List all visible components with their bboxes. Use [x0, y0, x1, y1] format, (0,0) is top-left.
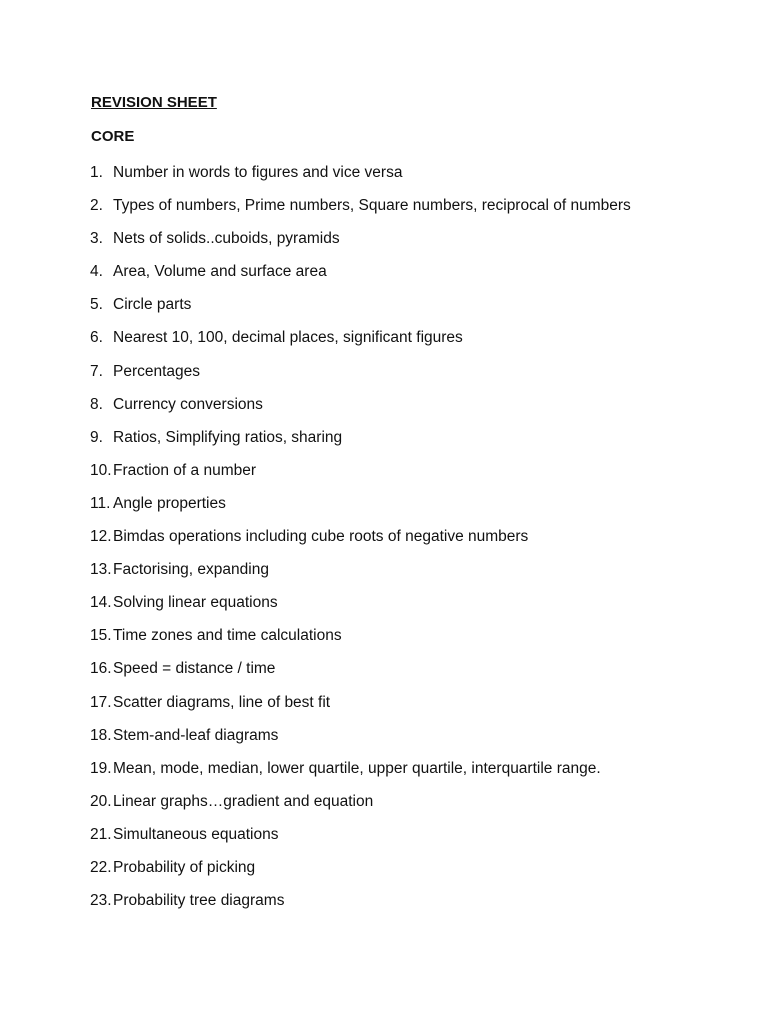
item-text: Area, Volume and surface area: [113, 263, 327, 281]
list-item: [0, 161, 768, 194]
list-item: [0, 591, 768, 624]
item-text: Probability tree diagrams: [113, 892, 285, 910]
item-number: 10.: [90, 461, 112, 479]
list-item: [0, 525, 768, 558]
item-number: 2.: [90, 197, 103, 215]
item-text: Factorising, expanding: [113, 561, 269, 579]
item-text: Fraction of a number: [113, 461, 257, 479]
item-text: Bimdas operations including cube roots of negative numbers: [113, 528, 529, 546]
item-number: 17.: [90, 693, 112, 711]
item-number: 18.: [90, 726, 112, 744]
item-text: Circle parts: [113, 296, 192, 314]
list-item: [0, 823, 768, 856]
item-number: 20.: [90, 792, 112, 810]
item-number: 21.: [90, 825, 112, 843]
item-number: 23.: [90, 892, 112, 910]
item-number: 1.: [90, 164, 103, 181]
item-number: 9.: [90, 428, 103, 446]
item-text: Linear graphs…gradient and equation: [113, 792, 374, 810]
item-text: Nearest 10, 100, decimal places, significant figures: [113, 329, 463, 347]
list-item: [0, 459, 768, 492]
list-item: [0, 724, 768, 757]
list-item: [0, 293, 768, 326]
list-item: [0, 691, 768, 724]
list-item: [0, 426, 768, 459]
item-text: Nets of solids..cuboids, pyramids: [113, 230, 340, 248]
list-item: [0, 889, 768, 922]
list-item: [0, 657, 768, 690]
list-item: [0, 757, 768, 790]
list-item: [0, 393, 768, 426]
item-text: Angle properties: [113, 494, 226, 512]
list-item: [0, 790, 768, 823]
item-number: 6.: [90, 329, 103, 347]
item-text: Mean, mode, median, lower quartile, upper quartile, interquartile range.: [113, 759, 601, 777]
item-number: 22.: [90, 858, 112, 876]
item-text: Ratios, Simplifying ratios, sharing: [113, 428, 343, 446]
item-text: Speed = distance / time: [113, 660, 276, 678]
item-number: 14.: [90, 594, 112, 612]
topic-list: [0, 161, 768, 922]
item-number: 8.: [90, 395, 103, 413]
item-number: 19.: [90, 759, 112, 777]
item-text: Number in words to figures and vice versa: [113, 164, 403, 181]
list-item: [0, 194, 768, 227]
item-text: Stem-and-leaf diagrams: [113, 726, 279, 744]
item-text: Types of numbers, Prime numbers, Square numbers, reciprocal of numbers: [113, 197, 631, 215]
item-number: 16.: [90, 660, 112, 678]
item-number: 13.: [90, 561, 112, 579]
item-number: 11.: [90, 494, 111, 512]
list-item: [0, 492, 768, 525]
item-number: 5.: [90, 296, 103, 314]
item-text: Probability of picking: [113, 858, 256, 876]
item-text: Solving linear equations: [113, 594, 278, 612]
list-item: [0, 260, 768, 293]
list-item: [0, 326, 768, 359]
section-heading: CORE: [91, 128, 135, 145]
list-item: [0, 360, 768, 393]
item-number: 15.: [90, 627, 112, 645]
document-title: REVISION SHEET: [91, 94, 217, 111]
item-number: 3.: [90, 230, 103, 248]
list-item: [0, 558, 768, 591]
list-item: [0, 856, 768, 889]
item-text: Currency conversions: [113, 395, 263, 413]
item-number: 7.: [90, 362, 103, 380]
list-item: [0, 227, 768, 260]
item-number: 12.: [90, 528, 112, 546]
item-text: Time zones and time calculations: [113, 627, 342, 645]
item-text: Percentages: [113, 362, 201, 380]
item-text: Simultaneous equations: [113, 825, 279, 843]
item-text: Scatter diagrams, line of best fit: [113, 693, 331, 711]
item-number: 4.: [90, 263, 103, 281]
list-item: [0, 624, 768, 657]
